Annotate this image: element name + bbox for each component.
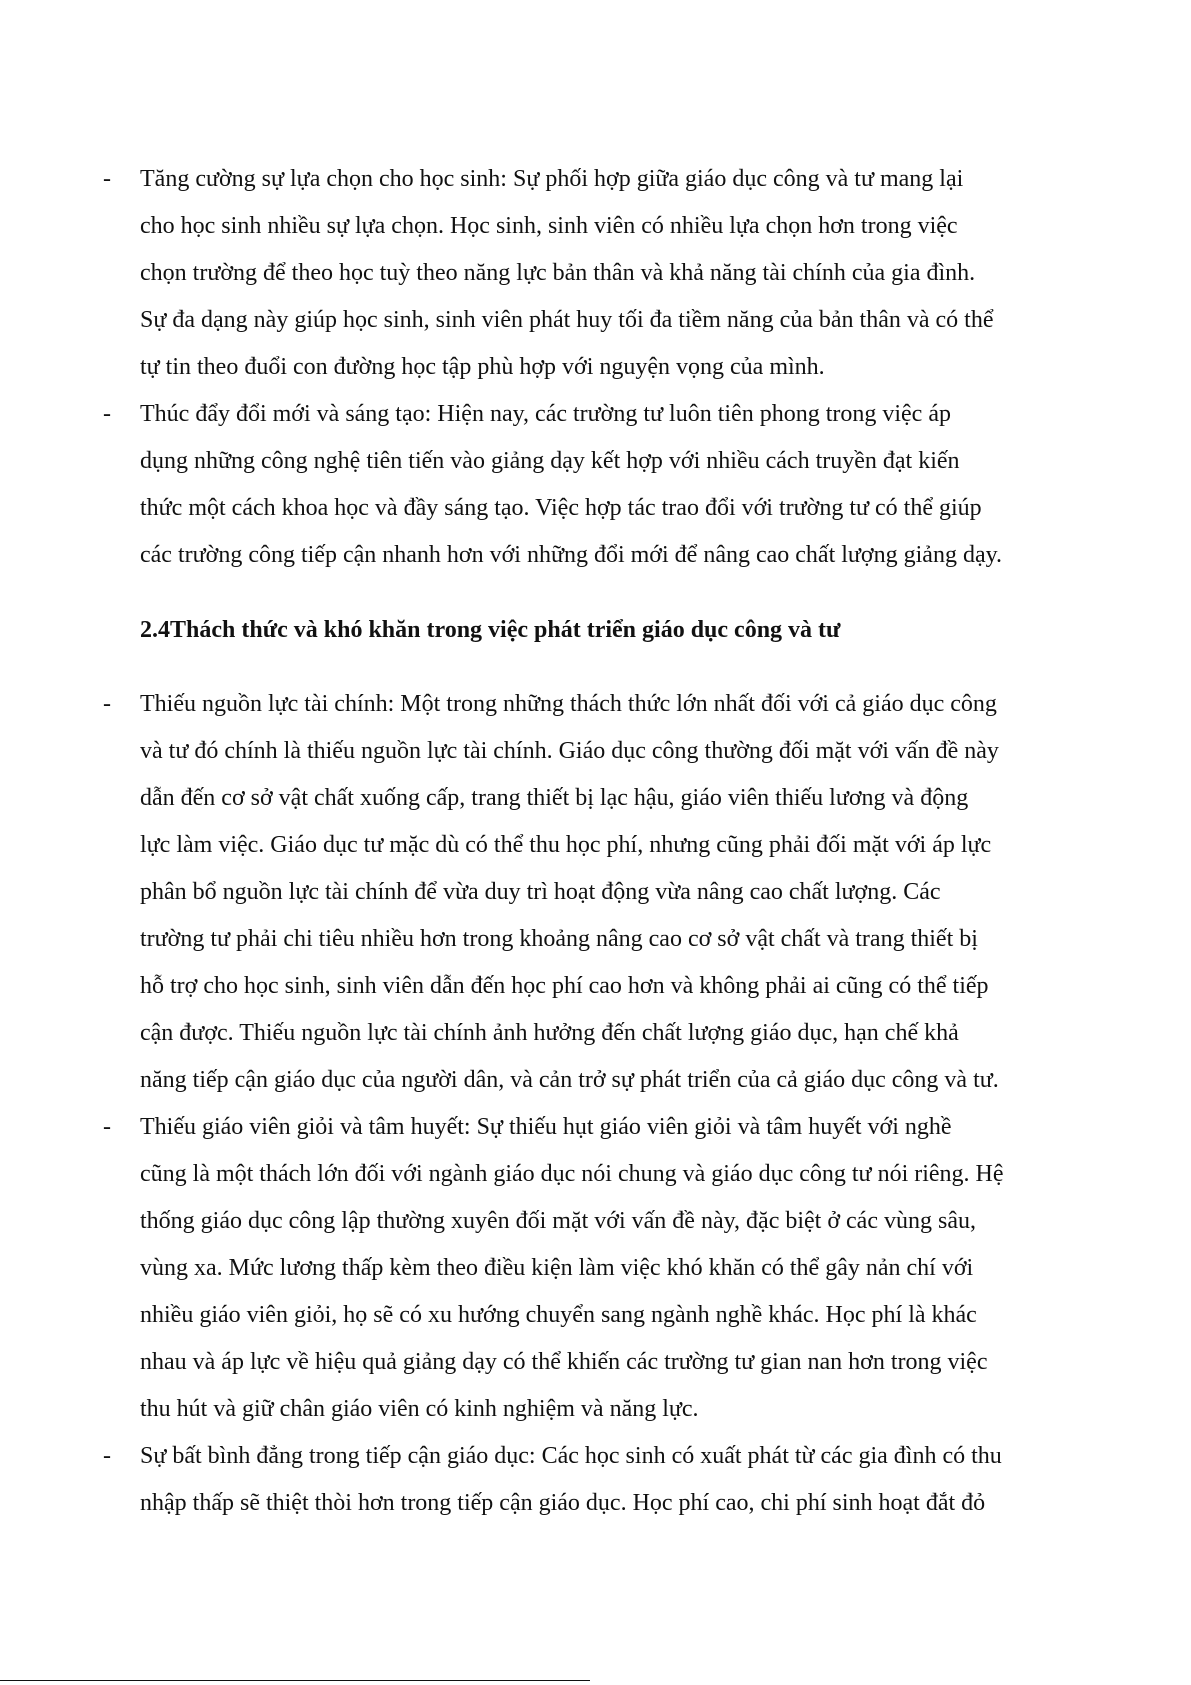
- paragraph-line: nhiều giáo viên giỏi, họ sẽ có xu hướng chuyển sang ngành nghề khác. Học phí là khác: [140, 1302, 977, 1328]
- paragraph-line: và tư đó chính là thiếu nguồn lực tài chính. Giáo dục công thường đối mặt với vấn đề này: [140, 738, 999, 764]
- paragraph-line: dụng những công nghệ tiên tiến vào giảng dạy kết hợp với nhiều cách truyền đạt kiến: [140, 448, 960, 474]
- paragraph-line: Thiếu giáo viên giỏi và tâm huyết: Sự thiếu hụt giáo viên giỏi và tâm huyết với nghề: [140, 1114, 952, 1140]
- footer-rule: [0, 1680, 590, 1681]
- bullet-marker: -: [103, 691, 111, 717]
- paragraph-line: chọn trường để theo học tuỳ theo năng lực bản thân và khả năng tài chính của gia đình.: [140, 260, 976, 286]
- paragraph-line: nhập thấp sẽ thiệt thòi hơn trong tiếp cận giáo dục. Học phí cao, chi phí sinh hoạt đắt đỏ: [140, 1490, 986, 1516]
- paragraph-line: Sự bất bình đẳng trong tiếp cận giáo dục: Các học sinh có xuất phát từ các gia đình có thu: [140, 1443, 1002, 1469]
- bullet-marker: -: [103, 1443, 111, 1469]
- paragraph-line: cận được. Thiếu nguồn lực tài chính ảnh hưởng đến chất lượng giáo dục, hạn chế khả: [140, 1020, 959, 1046]
- paragraph-line: cũng là một thách lớn đối với ngành giáo dục nói chung và giáo dục công tư nói riêng. Hệ: [140, 1161, 1004, 1187]
- paragraph-line: cho học sinh nhiều sự lựa chọn. Học sinh, sinh viên có nhiều lựa chọn hơn trong việc: [140, 213, 958, 239]
- paragraph-line: Tăng cường sự lựa chọn cho học sinh: Sự phối hợp giữa giáo dục công và tư mang lại: [140, 166, 964, 192]
- paragraph-line: các trường công tiếp cận nhanh hơn với những đổi mới để nâng cao chất lượng giảng dạy.: [140, 542, 1003, 568]
- paragraph-line: Thiếu nguồn lực tài chính: Một trong những thách thức lớn nhất đối với cả giáo dục công: [140, 691, 997, 717]
- section-heading: 2.4Thách thức và khó khăn trong việc phát triển giáo dục công và tư: [140, 617, 841, 643]
- paragraph-line: thu hút và giữ chân giáo viên có kinh nghiệm và năng lực.: [140, 1396, 699, 1422]
- paragraph-line: nhau và áp lực về hiệu quả giảng dạy có thể khiến các trường tư gian nan hơn trong việc: [140, 1349, 988, 1375]
- paragraph-line: Sự đa dạng này giúp học sinh, sinh viên phát huy tối đa tiềm năng của bản thân và có thể: [140, 307, 994, 333]
- paragraph-line: thức một cách khoa học và đầy sáng tạo. Việc hợp tác trao đổi với trường tư có thể giúp: [140, 495, 982, 521]
- paragraph-line: Thúc đẩy đổi mới và sáng tạo: Hiện nay, các trường tư luôn tiên phong trong việc áp: [140, 401, 951, 427]
- bullet-marker: -: [103, 166, 111, 192]
- paragraph-line: năng tiếp cận giáo dục của người dân, và cản trở sự phát triển của cả giáo dục công và tư.: [140, 1067, 999, 1093]
- paragraph-line: tự tin theo đuổi con đường học tập phù hợp với nguyện vọng của mình.: [140, 354, 825, 380]
- bullet-marker: -: [103, 1114, 111, 1140]
- paragraph-line: lực làm việc. Giáo dục tư mặc dù có thể thu học phí, nhưng cũng phải đối mặt với áp lực: [140, 832, 992, 858]
- paragraph-line: dẫn đến cơ sở vật chất xuống cấp, trang thiết bị lạc hậu, giáo viên thiếu lương và động: [140, 785, 969, 811]
- paragraph-line: hỗ trợ cho học sinh, sinh viên dẫn đến học phí cao hơn và không phải ai cũng có thể tiếp: [140, 973, 989, 999]
- bullet-marker: -: [103, 401, 111, 427]
- paragraph-line: vùng xa. Mức lương thấp kèm theo điều kiện làm việc khó khăn có thể gây nản chí với: [140, 1255, 974, 1281]
- paragraph-line: trường tư phải chi tiêu nhiều hơn trong khoảng nâng cao cơ sở vật chất và trang thiết bị: [140, 926, 978, 952]
- paragraph-line: phân bổ nguồn lực tài chính để vừa duy trì hoạt động vừa nâng cao chất lượng. Các: [140, 879, 941, 905]
- paragraph-line: thống giáo dục công lập thường xuyên đối mặt với vấn đề này, đặc biệt ở các vùng sâu,: [140, 1208, 976, 1234]
